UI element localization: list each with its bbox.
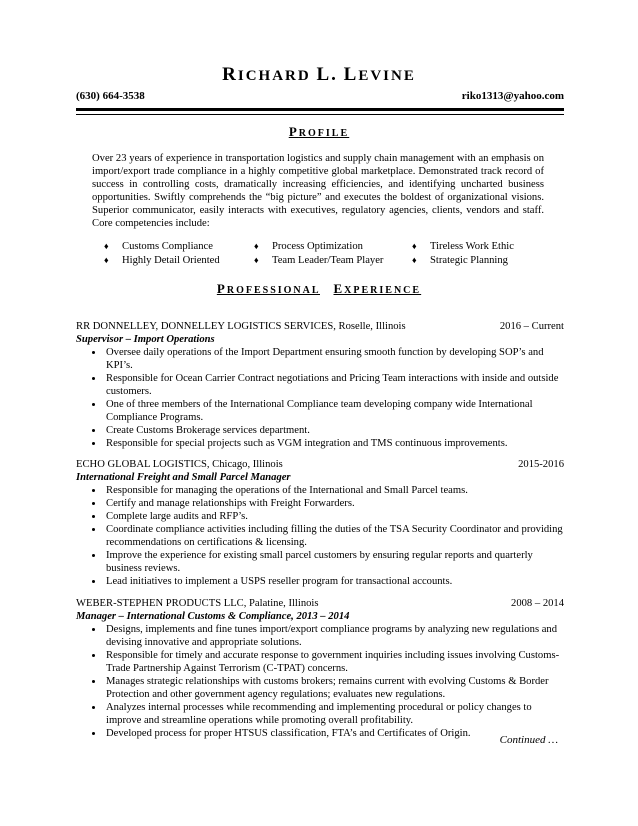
diamond-bullet-icon: ♦	[104, 241, 109, 251]
job-title: Manager – International Customs & Compliance, 2013 – 2014	[76, 611, 350, 622]
list-item: • Responsible for timely and accurate response to government inquiries including issues involving Customs-Trade Partnership Against Terrorism (C-TPAT) concerns.	[104, 649, 564, 675]
list-item: • Lead initiatives to implement a USPS reseller program for transactional accounts.	[104, 575, 564, 588]
list-item: • Complete large audits and RFP’s.	[104, 510, 564, 523]
job-title: Supervisor – Import Operations	[76, 334, 215, 345]
experience-heading: PROFESSIONAL EXPERIENCE	[216, 281, 422, 296]
list-item: • Responsible for managing the operations of the International and Small Parcel teams.	[104, 484, 564, 497]
header-rule-thick	[76, 108, 564, 111]
email-address: riko1313@yahoo.com	[461, 90, 564, 102]
competency-item: ♦ Customs Compliance	[104, 241, 213, 252]
job-dates: 2008 – 2014	[511, 598, 564, 609]
job-dates: 2015-2016	[518, 459, 564, 470]
list-item: • Coordinate compliance activities including filling the duties of the TSA Security Coordinator and providing recommendations on certifications & licensing.	[104, 523, 564, 549]
job-company: WEBER-STEPHEN PRODUCTS LLC, Palatine, Illinois	[76, 598, 319, 609]
diamond-bullet-icon: ♦	[412, 255, 417, 265]
job-title: International Freight and Small Parcel Manager	[76, 472, 291, 483]
job-bullets	[76, 346, 564, 450]
job-company: RR DONNELLEY, DONNELLEY LOGISTICS SERVICES, Roselle, Illinois	[76, 321, 406, 332]
contact-line	[76, 90, 564, 102]
profile-heading: PROFILE	[288, 124, 350, 139]
list-item: • Improve the experience for existing small parcel customers by ensuring regular reports and quarterly business reviews.	[104, 549, 564, 575]
job-bullets	[76, 484, 564, 588]
candidate-name: RICHARD L. LEVINE	[222, 64, 416, 85]
diamond-bullet-icon: ♦	[254, 255, 259, 265]
list-item: • Oversee daily operations of the Import Department ensuring smooth function by developing SOP’s and KPI’s.	[104, 346, 564, 372]
list-item: • Analyzes internal processes while recommending and implementing procedural or policy changes to improve and streamline operations while promoting overall profitability.	[104, 701, 564, 727]
list-item: • Certify and manage relationships with Freight Forwarders.	[104, 497, 564, 510]
job-dates: 2016 – Current	[499, 321, 564, 332]
job-company: ECHO GLOBAL LOGISTICS, Chicago, Illinois	[76, 459, 283, 470]
diamond-bullet-icon: ♦	[412, 241, 417, 251]
diamond-bullet-icon: ♦	[104, 255, 109, 265]
header-rule-thin	[76, 114, 564, 115]
list-item: • Developed process for proper HTSUS classification, FTA’s and Certificates of Origin.	[104, 727, 564, 740]
list-item: • Create Customs Brokerage services department.	[104, 424, 564, 437]
competency-item: ♦ Tireless Work Ethic	[412, 241, 514, 252]
competency-item: ♦ Strategic Planning	[412, 255, 508, 266]
list-item: • Responsible for special projects such as VGM integration and TMS continuous improvements.	[104, 437, 564, 450]
profile-summary: Over 23 years of experience in transportation logistics and supply chain management with an emphasis on import/export trade compliance in a highly competitive global marketplace. Demonstrated track record of success in controlling costs, dramatically increasing efficiencies, and identifying uncharted business opportunities. Swiftly comprehends the “big picture” and executes the boldest of organizational visions. Superior communicator, easily interacts with executives, regulatory agencies, clients, vendors and staff. Core competencies include:	[92, 153, 544, 229]
competency-item: ♦ Process Optimization	[254, 241, 363, 252]
competency-item: ♦ Highly Detail Oriented	[104, 255, 220, 266]
continued-note: Continued …	[499, 734, 558, 746]
list-item: • One of three members of the International Compliance team developing company wide International Compliance Programs.	[104, 398, 564, 424]
job-entry	[76, 320, 564, 450]
competency-item: ♦ Team Leader/Team Player	[254, 255, 384, 266]
list-item: • Manages strategic relationships with customs brokers; remains current with evolving Customs & Border Protection and other government agency regulations; evaluates new regulations.	[104, 675, 564, 701]
job-entry	[76, 458, 564, 588]
core-competencies	[104, 240, 544, 267]
list-item: • Designs, implements and fine tunes import/export compliance programs by analyzing new regulations and devising innovative and appropriate solutions.	[104, 623, 564, 649]
job-entry	[76, 597, 564, 740]
list-item: • Responsible for Ocean Carrier Contract negotiations and Pricing Team interactions with inside and outside customers.	[104, 372, 564, 398]
job-bullets	[76, 623, 564, 740]
phone-number: (630) 664-3538	[76, 90, 145, 102]
diamond-bullet-icon: ♦	[254, 241, 259, 251]
